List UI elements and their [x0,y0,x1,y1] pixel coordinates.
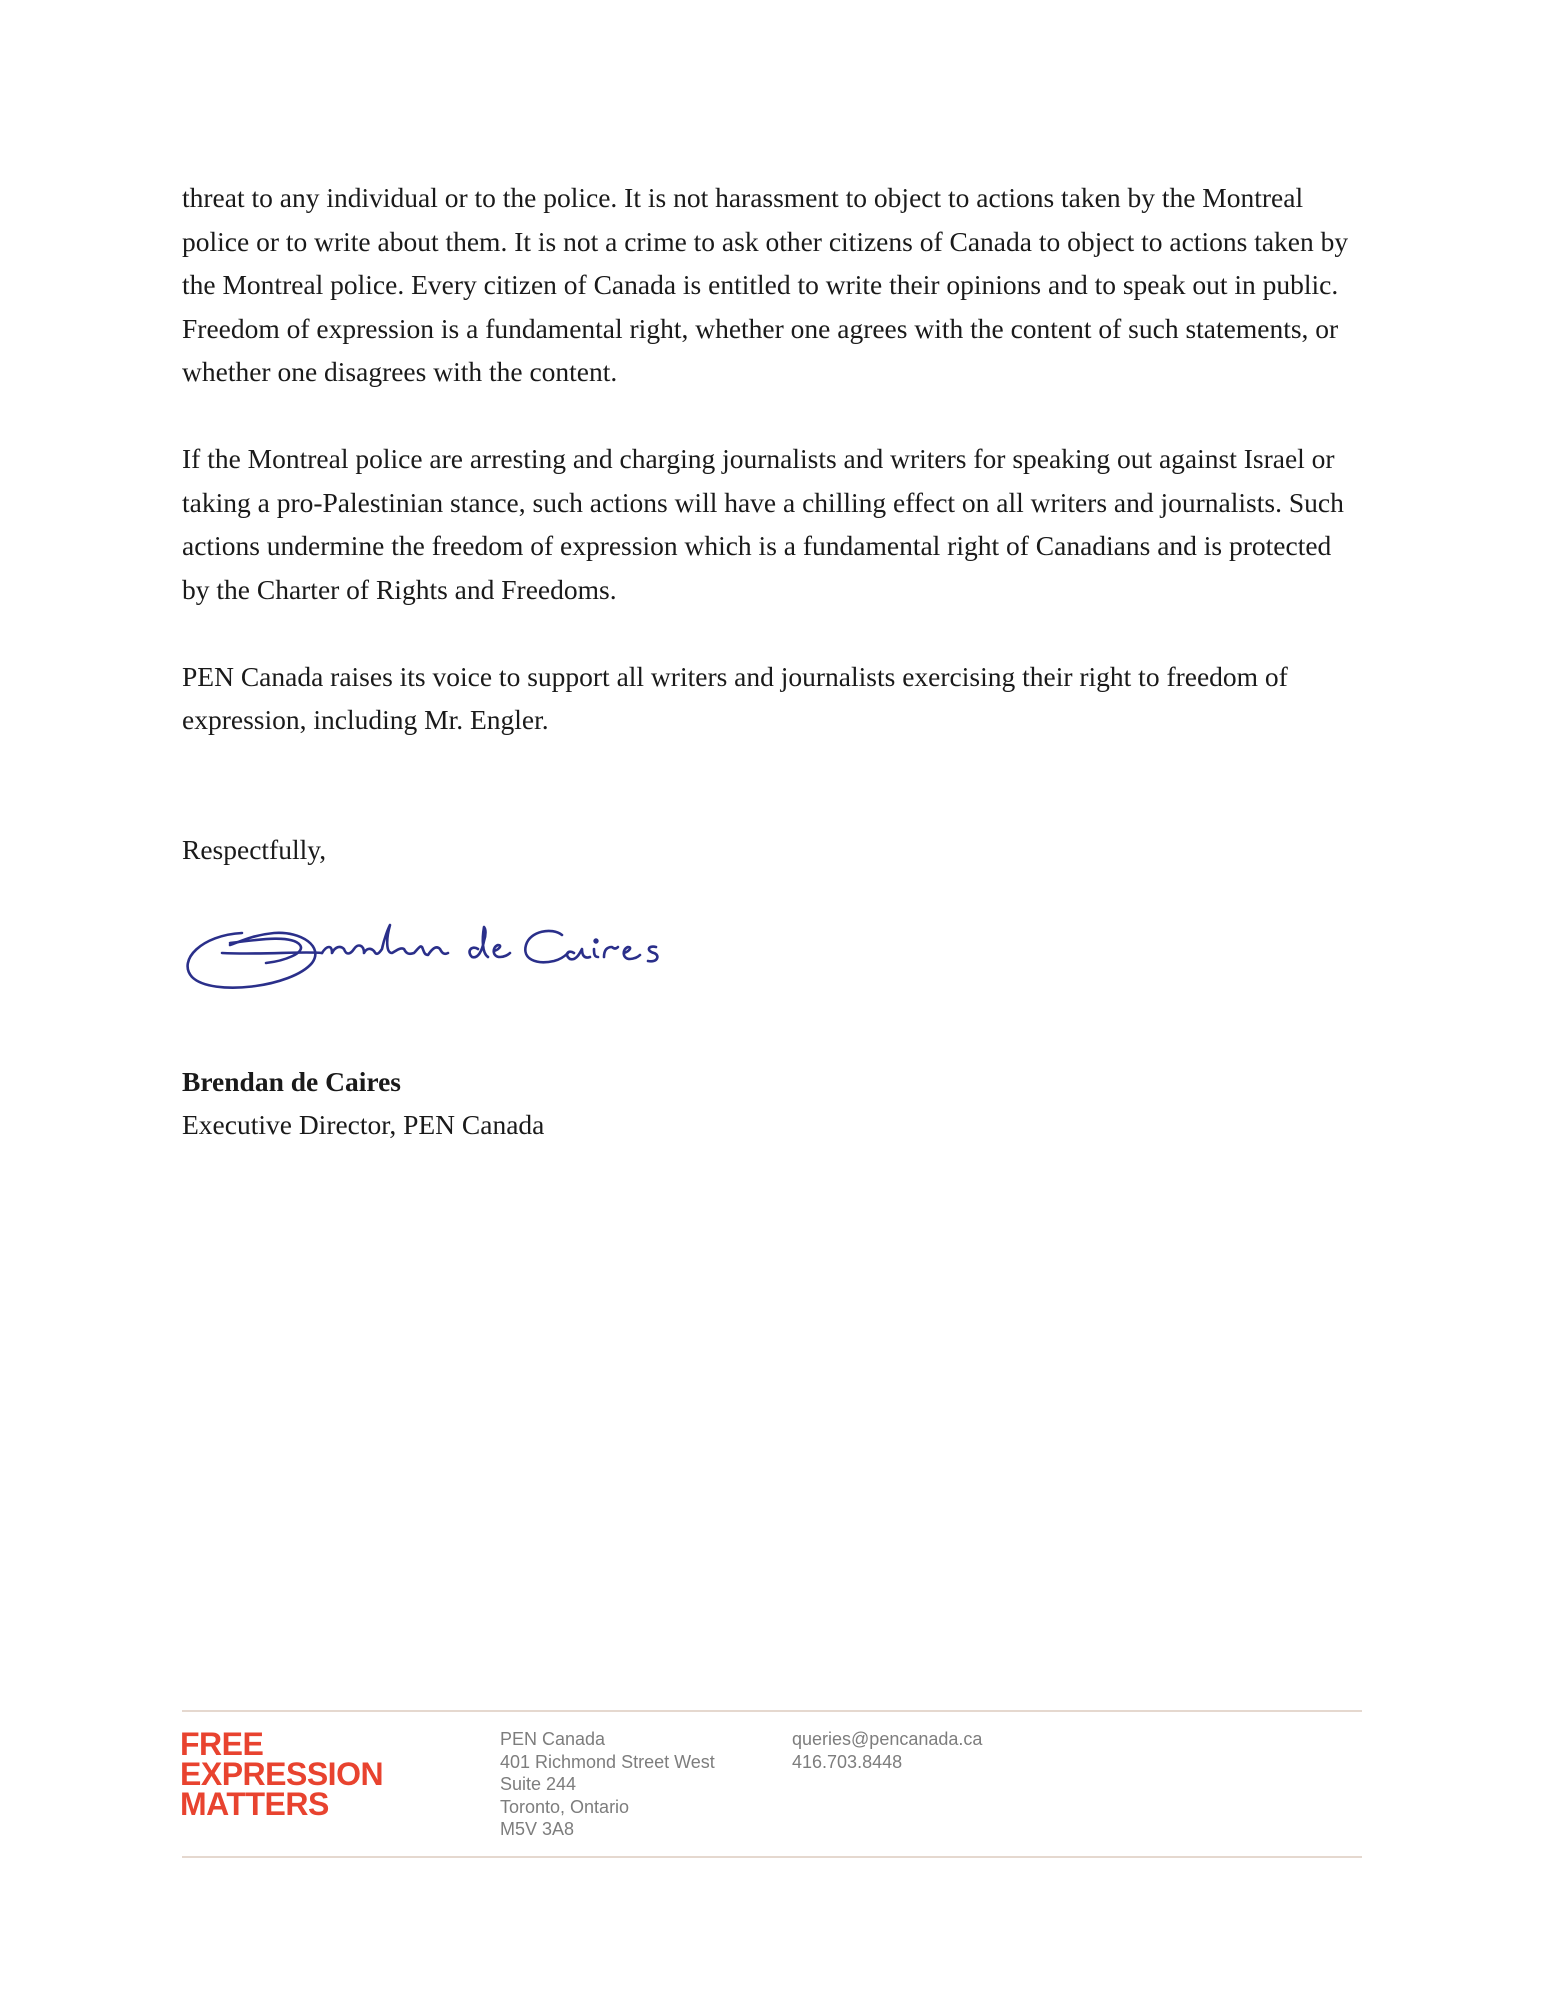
body-paragraph-1: threat to any individual or to the police. It is not harassment to object to actions taken by the Montreal police or to write about them. It is not a crime to ask other citizens of Canada to object to actions taken by the Montreal police. Every citizen of Canada is entitled to write their opinions and to speak out in public. Freedom of expression is a fundamental right, whether one agrees with the content of such statements, or whether one disagrees with the content. [182,182,1349,387]
slogan-line: FREE [180,1726,264,1762]
slogan-line: EXPRESSION [180,1756,384,1792]
address-line: M5V 3A8 [500,1819,575,1839]
body-paragraph-3: PEN Canada raises its voice to support all writers and journalists exercising their right to freedom of expression, including Mr. Engler. [182,660,1288,735]
footer-divider-bottom [182,1856,1362,1858]
closing-salutation: Respectfully, [182,834,327,865]
footer-address [500,1728,715,1841]
contact-email[interactable]: queries@pencanada.ca [792,1729,983,1749]
body-paragraph-2: If the Montreal police are arresting and charging journalists and writers for speaking out against Israel or taking a pro-Palestinian stance, such actions will have a chilling effect on all writers and journalists. Such actions undermine the freedom of expression which is a fundamental right of Canadians and is protected by the Charter of Rights and Freedoms. [182,443,1344,605]
footer-slogan [180,1726,384,1822]
signer-title: Executive Director, PEN Canada [182,1109,545,1140]
address-line: 401 Richmond Street West [500,1751,715,1772]
footer-contact [792,1728,982,1773]
slogan-line: MATTERS [180,1786,329,1822]
address-line: Toronto, Ontario [500,1796,630,1817]
address-line: PEN Canada [500,1729,606,1749]
contact-phone[interactable]: 416.703.8448 [792,1751,903,1772]
footer-divider-top [182,1710,1362,1712]
handwritten-signature [182,905,672,995]
address-line: Suite 244 [500,1774,577,1794]
letter-body [182,176,1362,785]
signer-name: Brendan de Caires [182,1066,402,1097]
